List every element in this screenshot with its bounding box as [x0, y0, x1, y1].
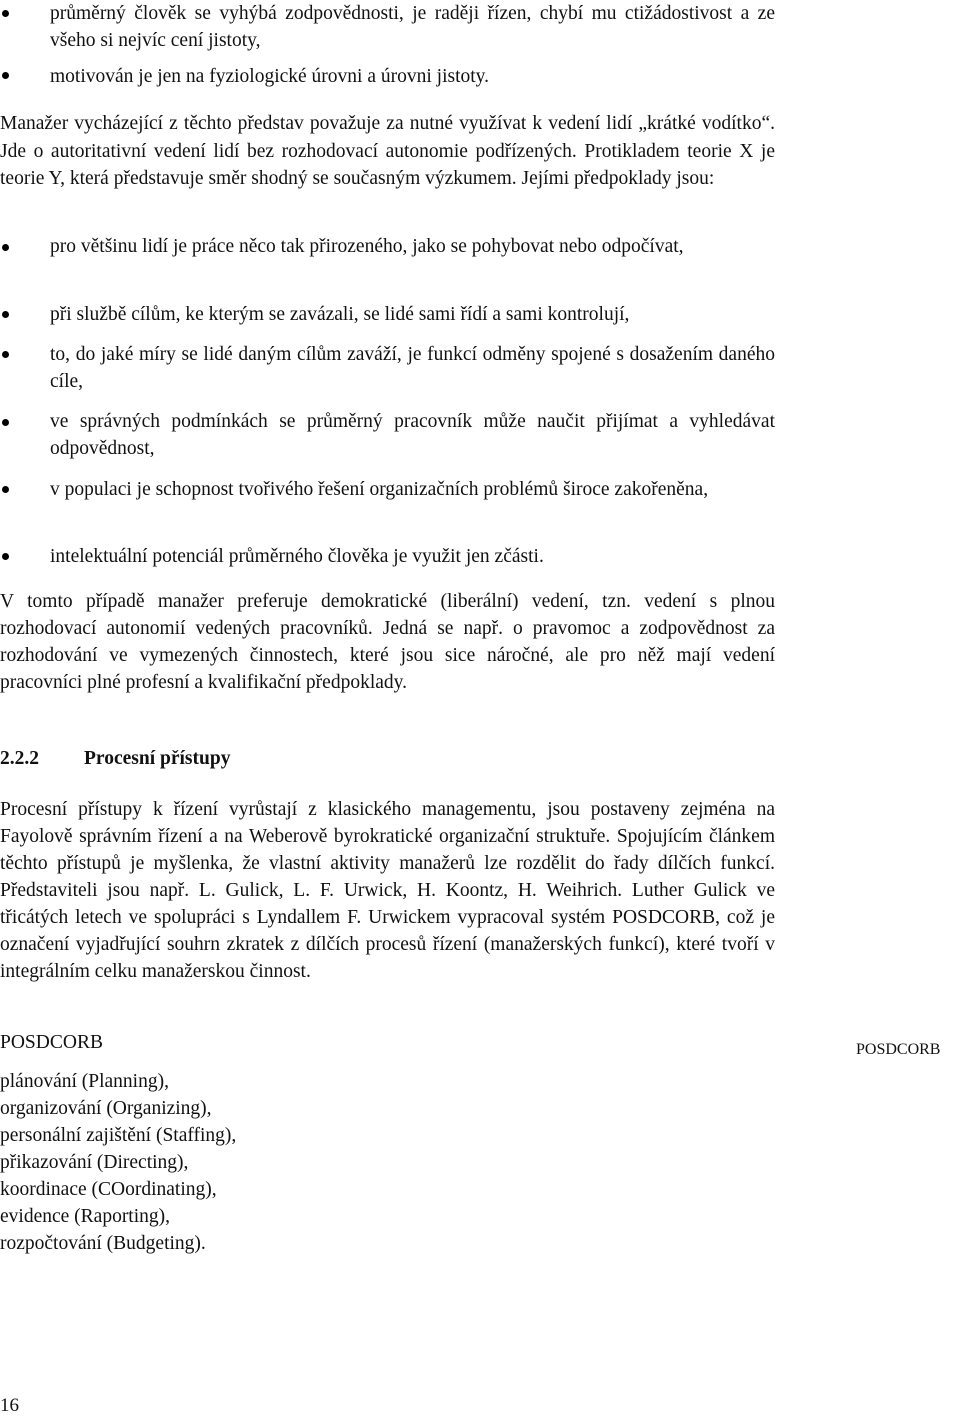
- bullet-icon: [0, 486, 10, 496]
- bullet-icon: [0, 419, 10, 429]
- list-item: přikazování (Directing),: [0, 1152, 189, 1173]
- list-item: intelektuální potenciál průměrného člověka je využit jen zčásti.: [50, 546, 544, 567]
- section-heading: [0, 745, 230, 772]
- paragraph-process-approaches: Procesní přístupy k řízení vyrůstají z klasického managementu, jsou postaveny zejména na Fayolově správním řízení a na Weberově byrokratické organizační struktuře. Spojujícím článkem těchto přístupů je myšlenka, že vlastní aktivity manažerů lze rozdělit do řady dílčích funkcí. Představiteli jsou např. L. Gulick, L. F. Urwick, H. Koontz, H. Weihrich. Luther Gulick ve třicátých letech ve spolupráci s Lyndallem F. Urwickem vypracoval systém POSDCORB, což je označení vyjadřující souhrn zkratek z dílčích procesů řízení (manažerských funkcí), které tvoří v integrálním celku manažerskou činnost.: [0, 799, 775, 982]
- section-title: Procesní přístupy: [84, 748, 231, 769]
- list-item: plánování (Planning),: [0, 1071, 169, 1092]
- paragraph-theory-y: V tomto případě manažer preferuje demokratické (liberální) vedení, tzn. vedení s plnou rozhodovací autonomií vedených pracovníků. Jedná se např. o pravomoc a zodpovědnost za rozhodování ve vymezených činnostech, které jsou sice náročné, ale pro něž mají vedení pracovníci plné profesní a kvalifikační předpoklady.: [0, 591, 775, 693]
- list-item: koordinace (COordinating),: [0, 1179, 217, 1200]
- list-item: průměrný člověk se vyhýbá zodpovědnosti, je raději řízen, chybí mu ctižádostivost a ze všeho si nejvíc cení jistoty,: [50, 3, 775, 51]
- list-item: v populaci je schopnost tvořivého řešení organizačních problémů široce zakořeněna,: [50, 479, 709, 500]
- bullet-icon: [0, 553, 10, 563]
- bullet-icon: [0, 10, 10, 20]
- list-item: pro většinu lidí je práce něco tak přirozeného, jako se pohybovat nebo odpočívat,: [50, 236, 684, 257]
- section-number: 2.2.2: [0, 748, 39, 769]
- list-item: ve správných podmínkách se průměrný pracovník může naučit přijímat a vyhledávat odpovědnost,: [50, 411, 775, 459]
- paragraph-theory-x: Manažer vycházející z těchto představ považuje za nutné využívat k vedení lidí „krátké vodítko“. Jde o autoritativní vedení lidí bez rozhodovací autonomie podřízených. Protikladem teorie X je teorie Y, která představuje směr shodný se současným výzkumem. Jejími předpoklady jsou:: [0, 113, 775, 189]
- list-item: při službě cílům, ke kterým se zavázali, se lidé sami řídí a sami kontrolují,: [50, 304, 630, 325]
- list-item: personální zajištění (Staffing),: [0, 1125, 237, 1146]
- posdcorb-label: POSDCORB: [0, 1032, 103, 1053]
- bullet-icon: [0, 72, 10, 82]
- bullet-icon: [0, 311, 10, 321]
- margin-note: POSDCORB: [856, 1041, 941, 1058]
- list-item: motivován je jen na fyziologické úrovni a úrovni jistoty.: [50, 66, 490, 87]
- list-item: rozpočtování (Budgeting).: [0, 1233, 206, 1254]
- list-item: to, do jaké míry se lidé daným cílům zaváží, je funkcí odměny spojené s dosažením daného cíle,: [50, 344, 775, 392]
- page-number: 16: [0, 1395, 19, 1416]
- bullet-icon: [0, 351, 10, 361]
- bullet-icon: [0, 244, 10, 254]
- list-item: evidence (Raporting),: [0, 1206, 171, 1227]
- list-item: organizování (Organizing),: [0, 1098, 212, 1119]
